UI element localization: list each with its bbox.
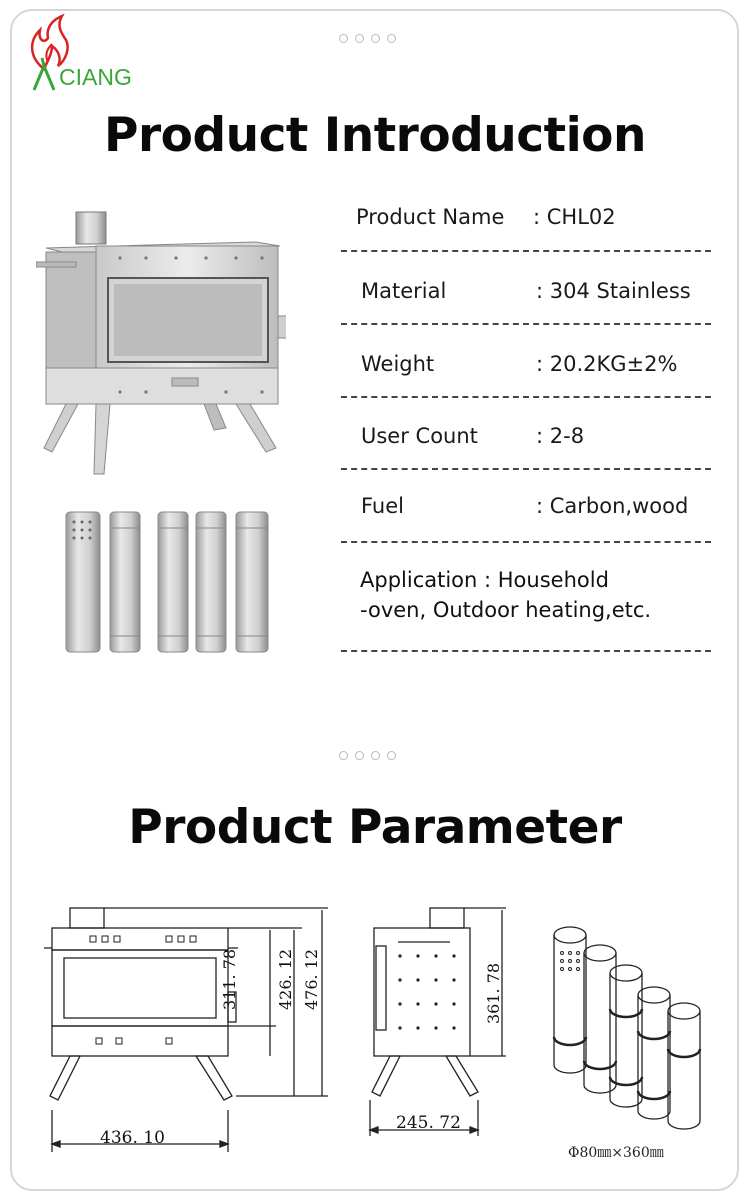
spec-application-line2: -oven, Outdoor heating,etc. — [360, 598, 652, 622]
pager-dots-top — [339, 34, 396, 43]
spec-value: : 20.2KG±2% — [536, 352, 678, 376]
front-width-label: 436. 10 — [100, 1128, 165, 1148]
spec-key: Material — [361, 279, 447, 303]
spec-value: : CHL02 — [533, 205, 616, 229]
pipes-dimension-drawing — [548, 915, 718, 1130]
stove-render-image — [36, 208, 286, 480]
side-height-label: 361. 78 — [484, 962, 503, 1024]
divider — [341, 396, 711, 398]
front-dimension-drawing — [36, 900, 336, 1160]
spec-value: : 304 Stainless — [536, 279, 691, 303]
front-height-1-label: 311. 78 — [220, 948, 239, 1010]
chimney-pipes-image — [60, 508, 272, 656]
section-title-introduction: Product Introduction — [104, 108, 646, 163]
divider — [341, 250, 711, 252]
divider — [341, 650, 711, 652]
spec-key: Weight — [361, 352, 435, 376]
divider — [341, 468, 711, 470]
spec-application-line1: Application : Household — [360, 568, 609, 592]
spec-key: User Count — [361, 424, 478, 448]
spec-value: : 2-8 — [536, 424, 585, 448]
spec-value: : Carbon,wood — [536, 494, 689, 518]
front-height-3-label: 476. 12 — [302, 948, 321, 1010]
pager-dots-middle — [339, 751, 396, 760]
front-height-2-label: 426. 12 — [276, 948, 295, 1010]
brand-logo-text: CIANG — [59, 64, 132, 90]
spec-key: Product Name — [356, 205, 505, 229]
divider — [341, 323, 711, 325]
pipe-size-caption: Φ80㎜×360㎜ — [568, 1145, 664, 1161]
section-title-parameter: Product Parameter — [128, 800, 622, 855]
side-width-label: 245. 72 — [396, 1113, 461, 1133]
divider — [341, 541, 711, 543]
spec-key: Fuel — [361, 494, 404, 518]
